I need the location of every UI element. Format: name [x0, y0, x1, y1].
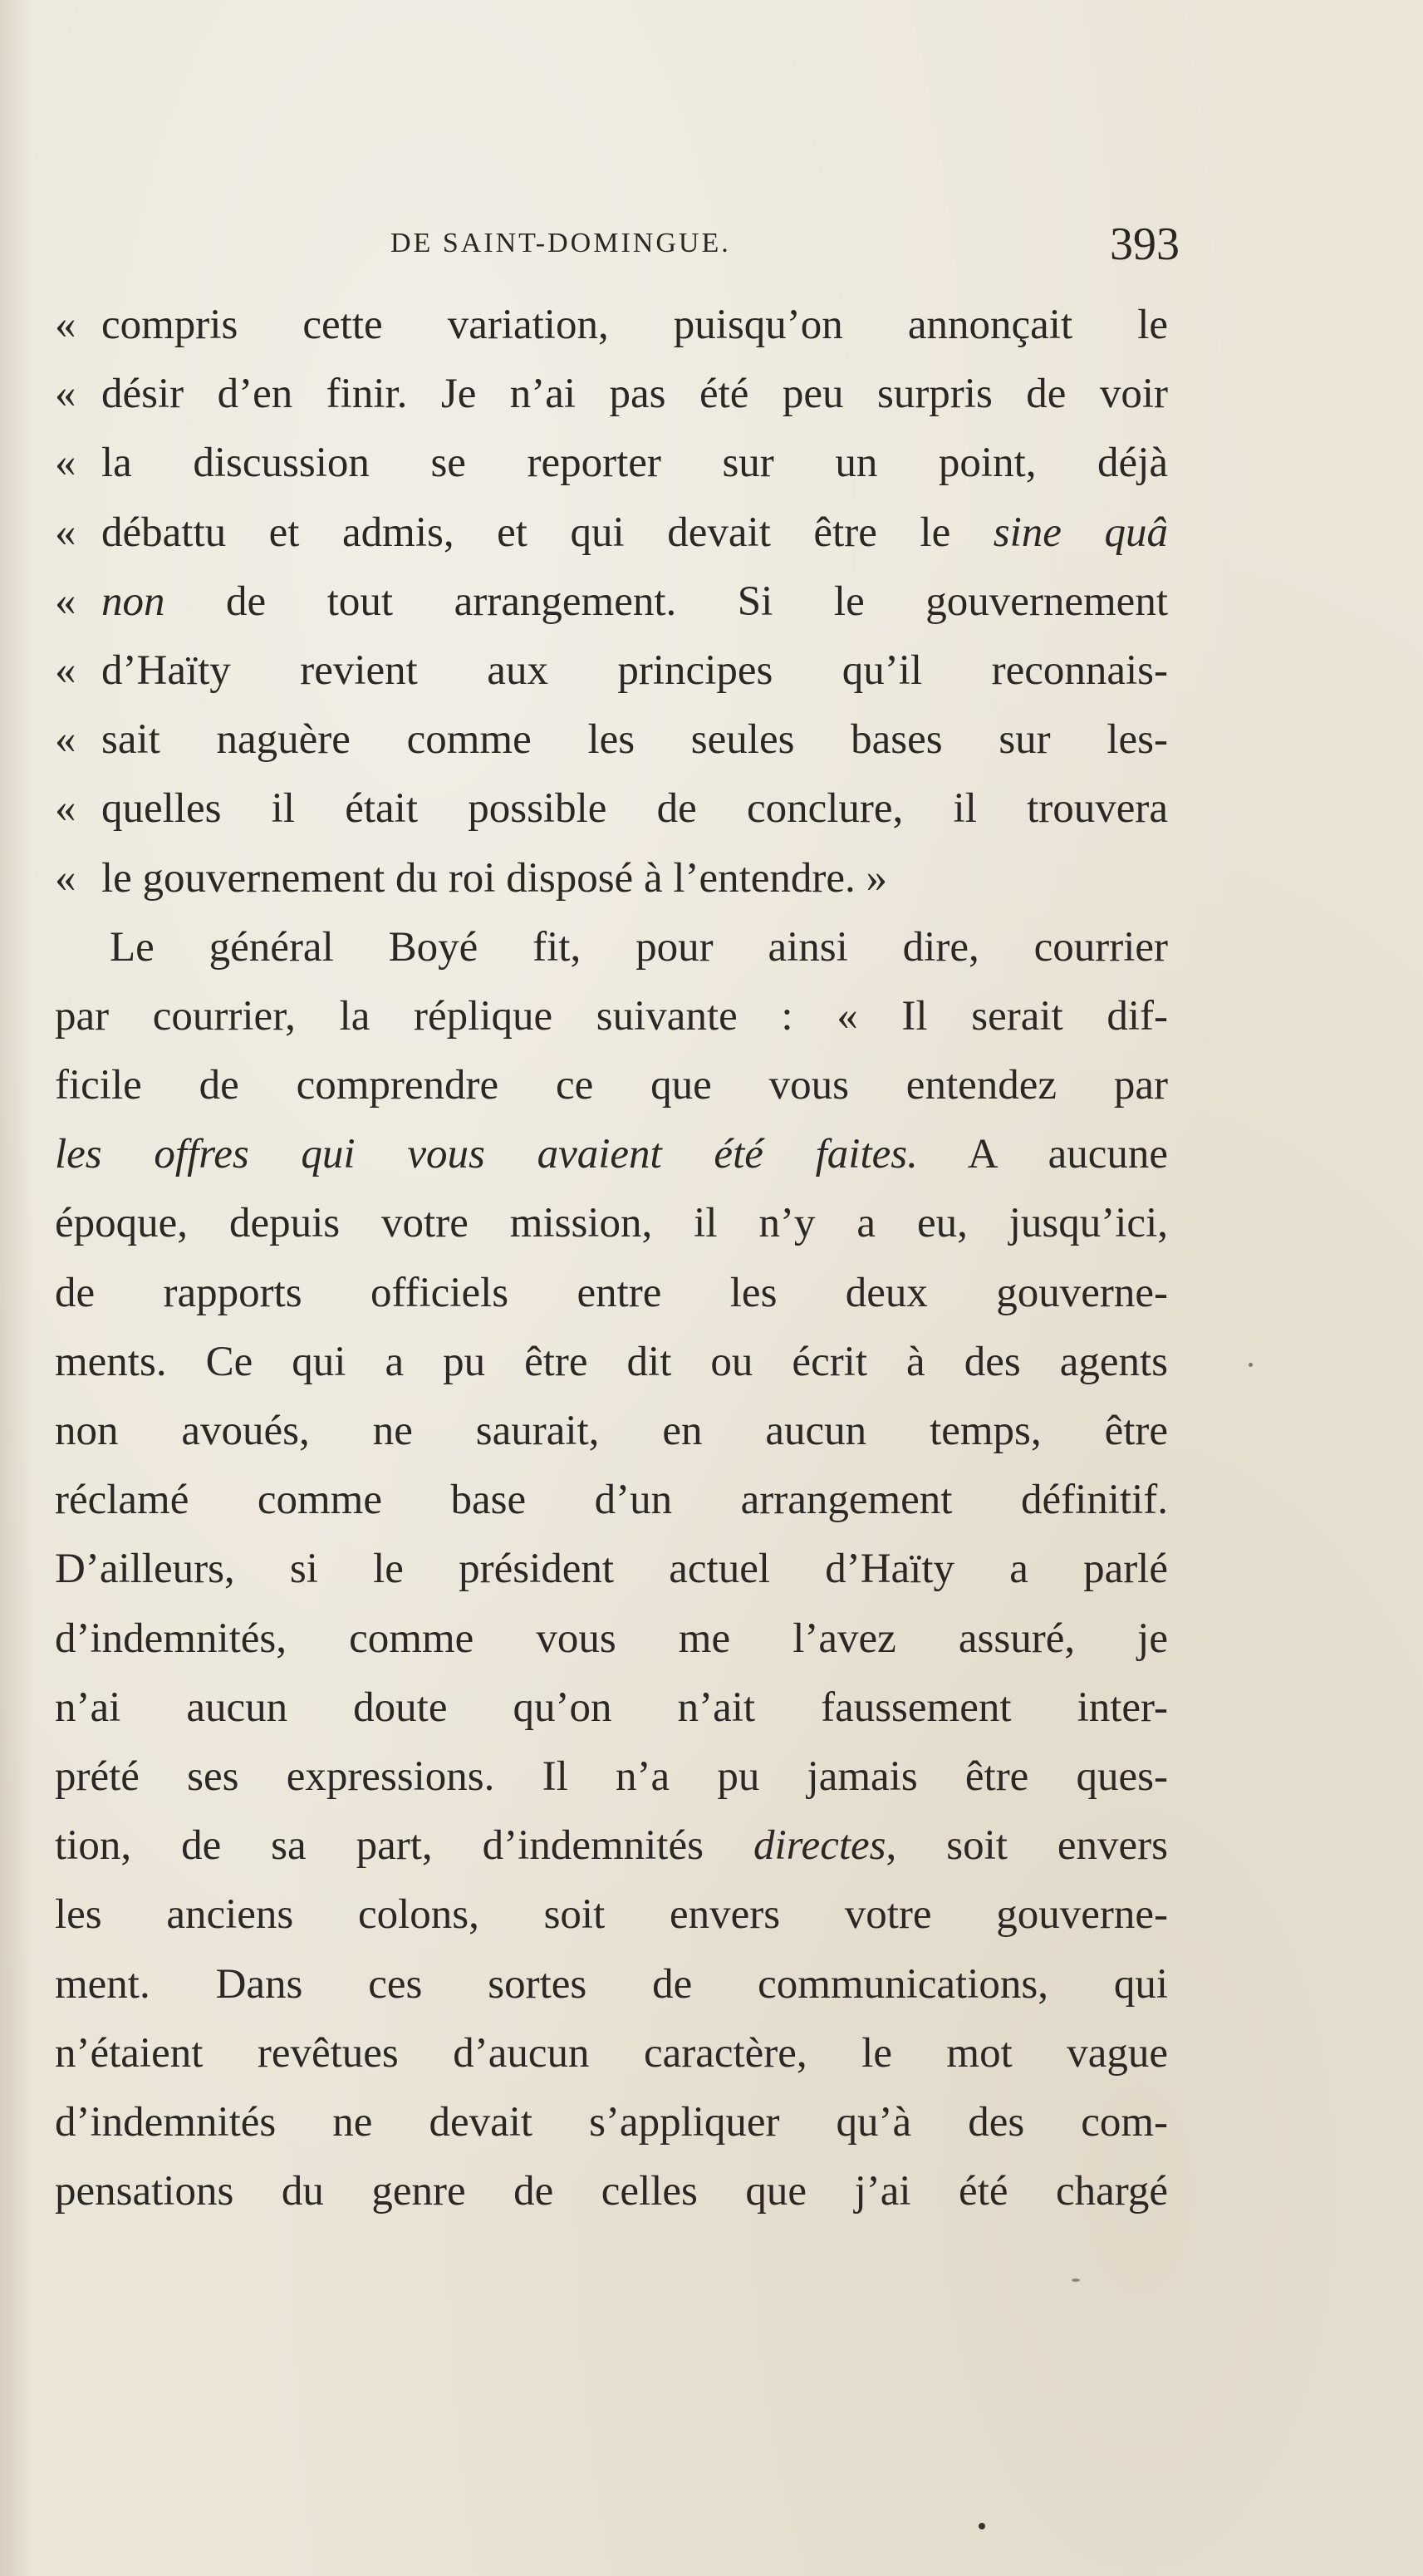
text-line: par courrier, la réplique suivante : « Il serait dif-	[55, 992, 1168, 1040]
text-line: « sait naguère comme les seules bases sur les-	[55, 716, 1168, 764]
text-line: ment. Dans ces sortes de communications, qui	[55, 1960, 1168, 2008]
text-line: d’indemnités, comme vous me l’avez assuré, je	[55, 1615, 1168, 1662]
paper-speck	[979, 2523, 985, 2529]
page-number: 393	[1110, 219, 1180, 270]
text-line: tion, de sa part, d’indemnités directes, soit envers	[55, 1822, 1168, 1870]
text-line: « d’Haïty revient aux principes qu’il reconnais-	[55, 646, 1168, 694]
text-line: Le général Boyé fit, pour ainsi dire, courrier	[110, 923, 1168, 971]
text-line: ficile de comprendre ce que vous entendez par	[55, 1062, 1168, 1109]
text-line: réclamé comme base d’un arrangement définitif.	[55, 1477, 1168, 1524]
text-line: les anciens colons, soit envers votre gouverne-	[55, 1891, 1168, 1939]
paper-speck	[1072, 2279, 1080, 2282]
text-line: ments. Ce qui a pu être dit ou écrit à des agents	[55, 1338, 1168, 1385]
text-line: de rapports officiels entre les deux gouverne-	[55, 1269, 1168, 1316]
body-text	[55, 291, 1168, 2226]
text-line: « désir d’en finir. Je n’ai pas été peu surpris de voir	[55, 371, 1168, 418]
running-title: DE SAINT-DOMINGUE.	[390, 228, 731, 258]
text-line: « le gouvernement du roi disposé à l’entendre. »	[55, 854, 888, 902]
page-header	[50, 218, 1180, 276]
text-line: « quelles il était possible de conclure, il trouvera	[55, 785, 1168, 833]
text-line: pensations du genre de celles que j’ai été chargé	[55, 2168, 1168, 2215]
text-line: prété ses expressions. Il n’a pu jamais être ques-	[55, 1753, 1168, 1800]
text-line: « débattu et admis, et qui devait être le sine quâ	[55, 509, 1168, 556]
text-line: d’indemnités ne devait s’appliquer qu’à des com-	[55, 2098, 1168, 2146]
text-line: époque, depuis votre mission, il n’y a eu, jusqu’ici,	[55, 1200, 1168, 1247]
text-line: non avoués, ne saurait, en aucun temps, être	[55, 1408, 1168, 1454]
text-line: « la discussion se reporter sur un point, déjà	[55, 440, 1168, 487]
text-line: D’ailleurs, si le président actuel d’Haïty a parlé	[55, 1546, 1168, 1593]
text-line: n’ai aucun doute qu’on n’ait faussement inter-	[55, 1684, 1168, 1731]
text-line: n’étaient revêtues d’aucun caractère, le mot vague	[55, 2029, 1168, 2077]
text-line: « compris cette variation, puisqu’on annonçait le	[55, 302, 1168, 348]
text-line: « non de tout arrangement. Si le gouvernement	[55, 578, 1168, 625]
paper-speck	[1249, 1363, 1253, 1367]
text-line: les offres qui vous avaient été faites. A aucune	[55, 1131, 1168, 1178]
